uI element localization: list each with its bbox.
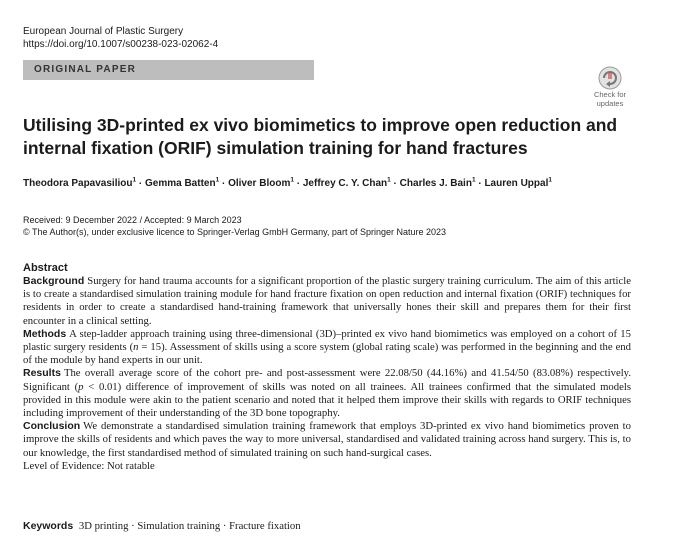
abstract-results: [23, 367, 631, 420]
conclusion-label: Conclusion: [23, 420, 81, 433]
results-label: Results: [23, 367, 61, 380]
author-separator: ·: [136, 178, 145, 190]
badge-text-line2: updates: [596, 99, 624, 108]
abstract-background: [23, 275, 631, 328]
abstract-heading: Abstract: [23, 262, 68, 274]
conclusion-text: We demonstrate a standardised simulation training framework that employs 3D-printed ex vivo hand biomimetics proven to improve the skills of residents and which paves the way to more universal, standardised and validated training across hand surgery. This is, to our knowledge, the first standardised method of simulated training on such hand-surgical cases.: [23, 420, 631, 459]
author-separator: ·: [475, 178, 485, 190]
abstract: [23, 262, 631, 473]
author-name[interactable]: Oliver Bloom$^1$: [228, 177, 294, 190]
author-separator: ·: [219, 178, 229, 190]
keywords: [23, 520, 301, 532]
journal-doi-link[interactable]: https://doi.org/10.1007/s00238-023-02062-4: [23, 39, 219, 50]
author-affiliation[interactable]: 1: [387, 177, 391, 184]
methods-text-b: = 15). Assessment of skills using a score system (global rating scale) was performed in the beginning and the end of the module by hand experts in our unit.: [23, 341, 631, 367]
article-dates: [23, 214, 446, 238]
check-updates-icon: [598, 66, 622, 90]
article-title: Utilising 3D-printed ex vivo biomimetics to improve open reduction and internal fixation (ORIF) simulation training for hand fractures: [23, 115, 618, 158]
author-list: [23, 177, 663, 189]
journal-header: [23, 25, 218, 51]
results-text-a: The overall average score of the cohort pre- and post-assessment were 22.08/50 (44.16%) and 41.54/50 (83.08%) respectively. Significant (: [23, 367, 631, 393]
author-affiliation[interactable]: 1: [132, 177, 137, 184]
author-affiliation[interactable]: 1: [215, 177, 220, 184]
author-name[interactable]: Gemma Batten$^1$: [145, 177, 220, 190]
author-separator: ·: [293, 178, 303, 190]
keywords-label: Keywords: [23, 520, 74, 532]
results-p-variable: p: [78, 380, 84, 393]
author-affiliation[interactable]: 1: [290, 177, 294, 184]
author-separator: ·: [390, 178, 400, 190]
author-affiliation[interactable]: 1: [471, 177, 476, 184]
article-type-label: ORIGINAL PAPER: [34, 64, 136, 75]
keywords-text: 3D printing · Simulation training · Fracture fixation: [78, 520, 301, 532]
journal-name: European Journal of Plastic Surgery: [23, 26, 184, 37]
level-of-evidence: Level of Evidence: Not ratable: [23, 459, 155, 472]
author-affiliation[interactable]: 1: [548, 177, 552, 184]
author-name[interactable]: Charles J. Bain$^1$: [399, 177, 476, 190]
received-accepted-dates: Received: 9 December 2022 / Accepted: 9 March 2023: [23, 215, 242, 225]
copyright-notice: © The Author(s), under exclusive licence to Springer-Verlag GmbH Germany, part of Springer Nature 2023: [23, 227, 446, 237]
results-text-b: < 0.01) difference of improvement of skills was noted on all trainees. All trainees confirmed that the simulated models provided in this module were akin to the patient scenario and noted that it helped them improve their skills with regards to ORIF techniques including improvement of their understanding of the 3D bone topography.: [23, 380, 631, 420]
check-for-updates-badge[interactable]: [592, 66, 628, 108]
author-name[interactable]: Theodora Papavasiliou$^1$: [23, 177, 137, 190]
abstract-conclusion: [23, 420, 631, 460]
methods-label: Methods: [23, 327, 67, 340]
methods-text-a: A step-ladder approach training using three-dimensional (3D)–printed ex vivo hand biomimetics was employed on a cohort of 15 plastic surgery residents (: [23, 327, 631, 354]
author-name[interactable]: Lauren Uppal$^1$: [484, 177, 552, 190]
methods-n-variable: n: [133, 341, 139, 354]
background-text: Surgery for hand trauma accounts for a significant proportion of the plastic surgery training curriculum. The aim of this article is to create a standardised simulation training module for hand fracture fixation on open reduction and internal fixation (ORIF) techniques for residents in order to create a standardised hand-training framework that universally hones their skill and prepares them for their first encounter in a clinical setting.: [23, 275, 631, 327]
article-type-bar: [23, 60, 314, 80]
badge-text-line1: Check for: [593, 90, 627, 99]
background-label: Background: [23, 275, 85, 287]
author-name[interactable]: Jeffrey C. Y. Chan$^1$: [302, 177, 391, 190]
abstract-methods: [23, 328, 631, 368]
